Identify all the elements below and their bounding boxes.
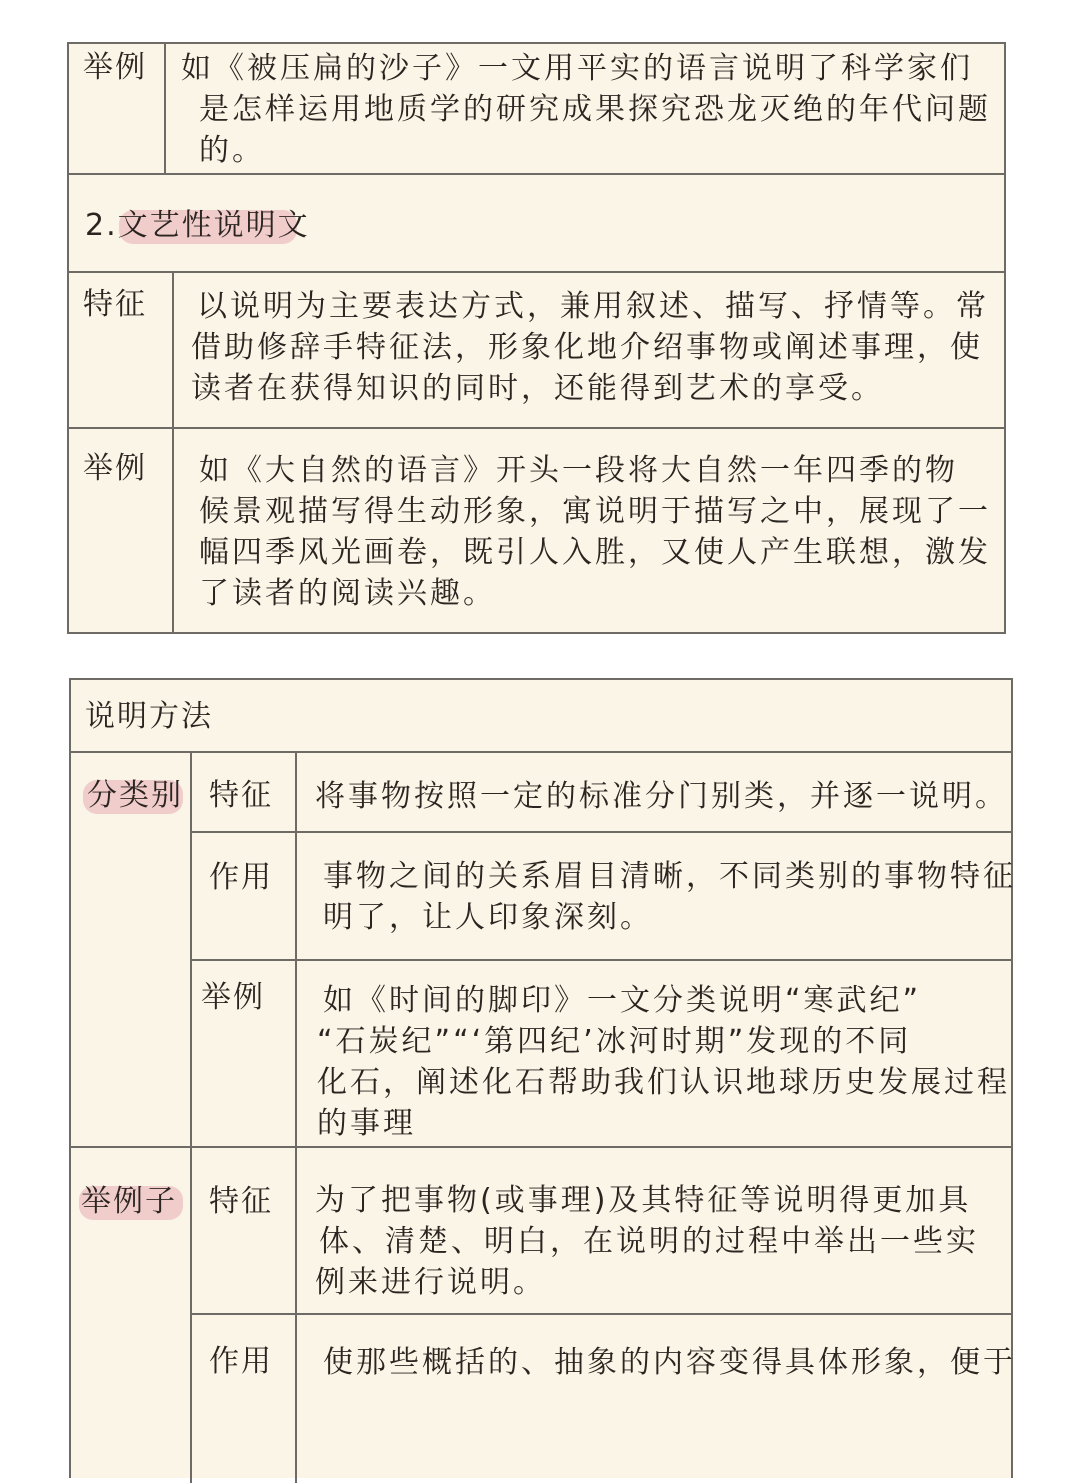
feature-label: 特征 [209,778,273,813]
row-divider [69,173,1004,175]
effect-text [323,1342,1016,1383]
text-line: 是怎样运用地质学的研究成果探究恐龙灭绝的年代问题 [199,92,991,127]
text-line: 为了把事物(或事理)及其特征等说明得更加具 [315,1183,972,1218]
table-title: 说明方法 [85,699,213,734]
text-line: 读者在获得知识的同时，还能得到艺术的享受。 [191,371,884,406]
effect-label: 作用 [209,860,273,895]
feature-label: 特征 [209,1184,273,1219]
effect-text [323,856,1016,938]
feature-text [315,1180,979,1303]
top-table [67,42,1006,634]
row-divider [71,751,1011,753]
text-line: 化石，阐述化石帮助我们认识地球历史发展过程 [317,1065,1010,1100]
text-line: “石炭纪”“‘第四纪’冰河时期”发现的不同 [317,1024,912,1059]
example-label: 举例 [201,980,265,1015]
text-line: 将事物按照一定的标准分门别类，并逐一说明。 [315,779,1008,814]
row-divider [190,1313,1013,1315]
text-line: 例来进行说明。 [315,1265,546,1300]
row-divider [190,831,1013,833]
feature-text [315,776,1008,817]
text-line: 以说明为主要表达方式，兼用叙述、描写、抒情等。常 [197,289,989,324]
section-title: 2.文艺性说明文 [85,208,310,243]
text-line: 明了，让人印象深刻。 [323,900,653,935]
text-line: 使那些概括的、抽象的内容变得具体形象，便于 [323,1345,1016,1380]
text-line: 了读者的阅读兴趣。 [199,576,496,611]
text-line: 的。 [199,133,265,168]
effect-label: 作用 [209,1344,273,1379]
row-divider [69,427,1004,429]
method-name: 举例子 [81,1184,177,1219]
text-line: 幅四季风光画卷，既引人入胜，又使人产生联想，激发 [199,535,991,570]
bottom-table [69,678,1016,1478]
example-label: 举例 [83,50,147,85]
text-line: 候景观描写得生动形象，寓说明于描写之中，展现了一 [199,494,991,529]
example-text [181,48,991,171]
text-line: 的事理 [317,1106,416,1141]
example-text [199,450,991,614]
column-divider [295,753,297,1483]
text-line: 事物之间的关系眉目清晰，不同类别的事物特征 [323,859,1016,894]
row-divider [69,271,1004,273]
feature-label: 特征 [83,287,147,322]
row-divider [71,1146,1011,1148]
feature-text [191,286,989,409]
text-line: 如《被压扁的沙子》一文用平实的语言说明了科学家们 [181,51,973,86]
column-divider [164,44,166,173]
example-label: 举例 [83,451,147,486]
text-line: 体、清楚、明白，在说明的过程中举出一些实 [319,1224,979,1259]
row-divider [190,959,1013,961]
method-name: 分类别 [87,778,183,813]
text-line: 如《大自然的语言》开头一段将大自然一年四季的物 [199,453,958,488]
column-divider [172,273,174,634]
text-line: 如《时间的脚印》一文分类说明“寒武纪” [323,983,922,1018]
example-text [317,980,1010,1144]
column-divider [190,753,192,1483]
text-line: 借助修辞手特征法，形象化地介绍事物或阐述事理，使 [191,330,983,365]
